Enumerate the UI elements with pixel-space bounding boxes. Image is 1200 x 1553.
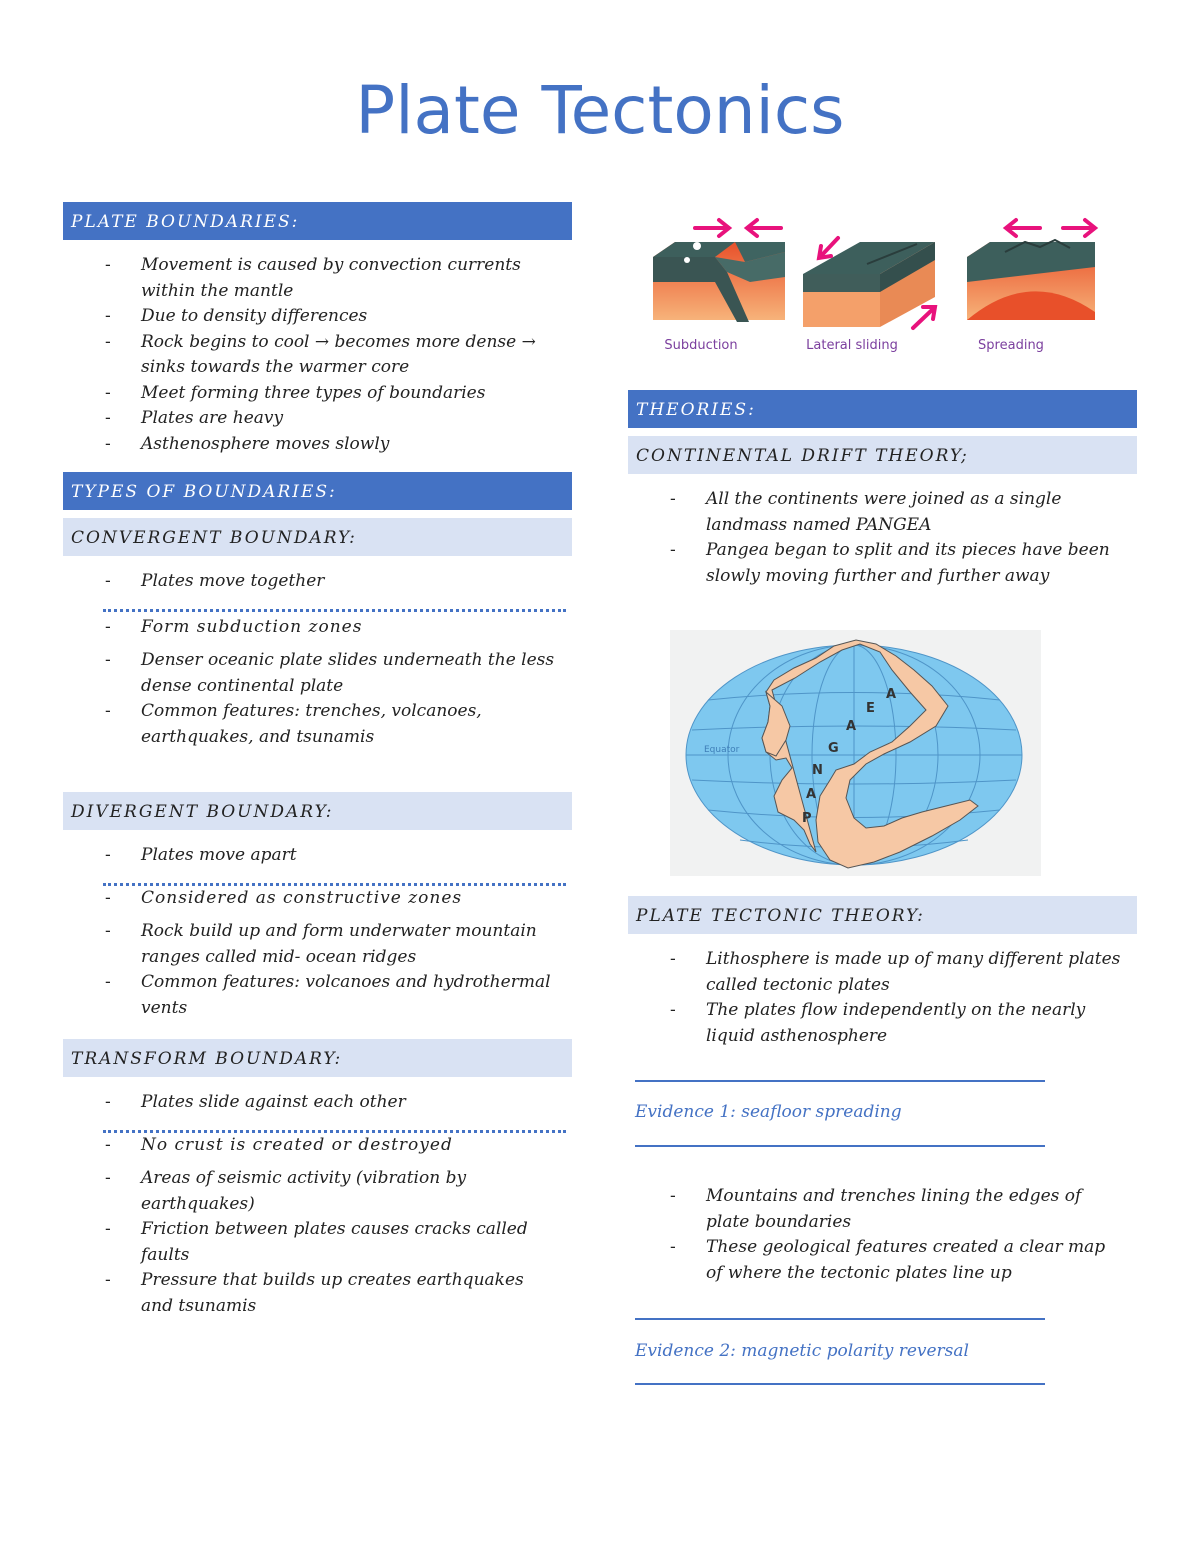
page-title: Plate Tectonics [355,72,845,149]
evidence-1-section [628,1184,1137,1286]
map-letter: N [812,763,823,778]
list-item: - Areas of seismic activity (vibration by earthquakes) [63,1166,572,1217]
map-letter: A [846,719,857,734]
list-item: - Lithosphere is made up of many different plates called tectonic plates [628,947,1137,998]
list-item: - Plates slide against each other [63,1090,572,1116]
subduction-label: Subduction [664,338,738,353]
list-item: - Denser oceanic plate slides underneath the less dense continental plate [63,648,572,699]
list-item: - These geological features created a clear map of where the tectonic plates line up [628,1235,1137,1286]
map-letter: E [866,701,875,716]
list-item: - Pressure that builds up creates earthquakes and tsunamis [63,1268,572,1319]
map-letter: P [802,811,812,826]
pangea-map [670,630,1041,876]
evidence-1-title: Evidence 1: seafloor spreading [635,1102,902,1122]
plate-tectonic-section [628,896,1137,1049]
list-item: - Plates move apart [63,843,572,869]
list-item: - Movement is caused by convection currents within the mantle [63,253,572,304]
list-item: - Form subduction zones [63,615,572,641]
spreading-label: Spreading [978,338,1044,353]
list-item: - Rock build up and form underwater mountain ranges called mid- ocean ridges [63,919,572,970]
list-item: - Considered as constructive zones [63,886,572,912]
evidence-divider [635,1145,1045,1147]
transform-header: TRANSFORM BOUNDARY: [63,1039,572,1077]
theories-header: THEORIES: [628,390,1137,428]
boundary-types-diagram [645,212,1115,362]
equator-label: Equator [704,745,740,755]
left-column [63,202,572,1316]
dotted-divider [103,609,566,612]
list-item: - Friction between plates causes cracks called faults [63,1217,572,1268]
evidence-divider [635,1318,1045,1320]
evidence-divider [635,1080,1045,1082]
evidence-2-title: Evidence 2: magnetic polarity reversal [635,1341,969,1361]
types-of-boundaries-header: TYPES OF BOUNDARIES: [63,472,572,510]
convergent-header: CONVERGENT BOUNDARY: [63,518,572,556]
list-item: - Mountains and trenches lining the edges of plate boundaries [628,1184,1137,1235]
list-item: - The plates flow independently on the nearly liquid asthenosphere [628,998,1137,1049]
list-item: - Common features: volcanoes and hydrothermal vents [63,970,572,1021]
subduction-block [653,242,785,322]
right-column [628,390,1137,589]
plate-boundaries-list [63,253,572,457]
map-letter: A [806,787,817,802]
divergent-header: DIVERGENT BOUNDARY: [63,792,572,830]
lateral-sliding-label: Lateral sliding [806,338,898,353]
evidence-divider [635,1383,1045,1385]
continental-drift-header: CONTINENTAL DRIFT THEORY; [628,436,1137,474]
list-item: - Asthenosphere moves slowly [63,432,572,458]
plate-tectonic-header: PLATE TECTONIC THEORY: [628,896,1137,934]
plate-boundaries-header: PLATE BOUNDARIES: [63,202,572,240]
list-item: - Common features: trenches, volcanoes, earthquakes, and tsunamis [63,699,572,750]
list-item: - Due to density differences [63,304,572,330]
map-letter: A [886,687,897,702]
list-item: - Meet forming three types of boundaries [63,381,572,407]
list-item: - Pangea began to split and its pieces have been slowly moving further and further away [628,538,1137,589]
list-item: - All the continents were joined as a single landmass named PANGEA [628,487,1137,538]
list-item: - Plates are heavy [63,406,572,432]
list-item: - Rock begins to cool → becomes more dense → sinks towards the warmer core [63,330,572,381]
map-letter: G [828,741,839,756]
list-item: - No crust is created or destroyed [63,1133,572,1159]
spreading-block [967,240,1095,320]
list-item: - Plates move together [63,569,572,595]
